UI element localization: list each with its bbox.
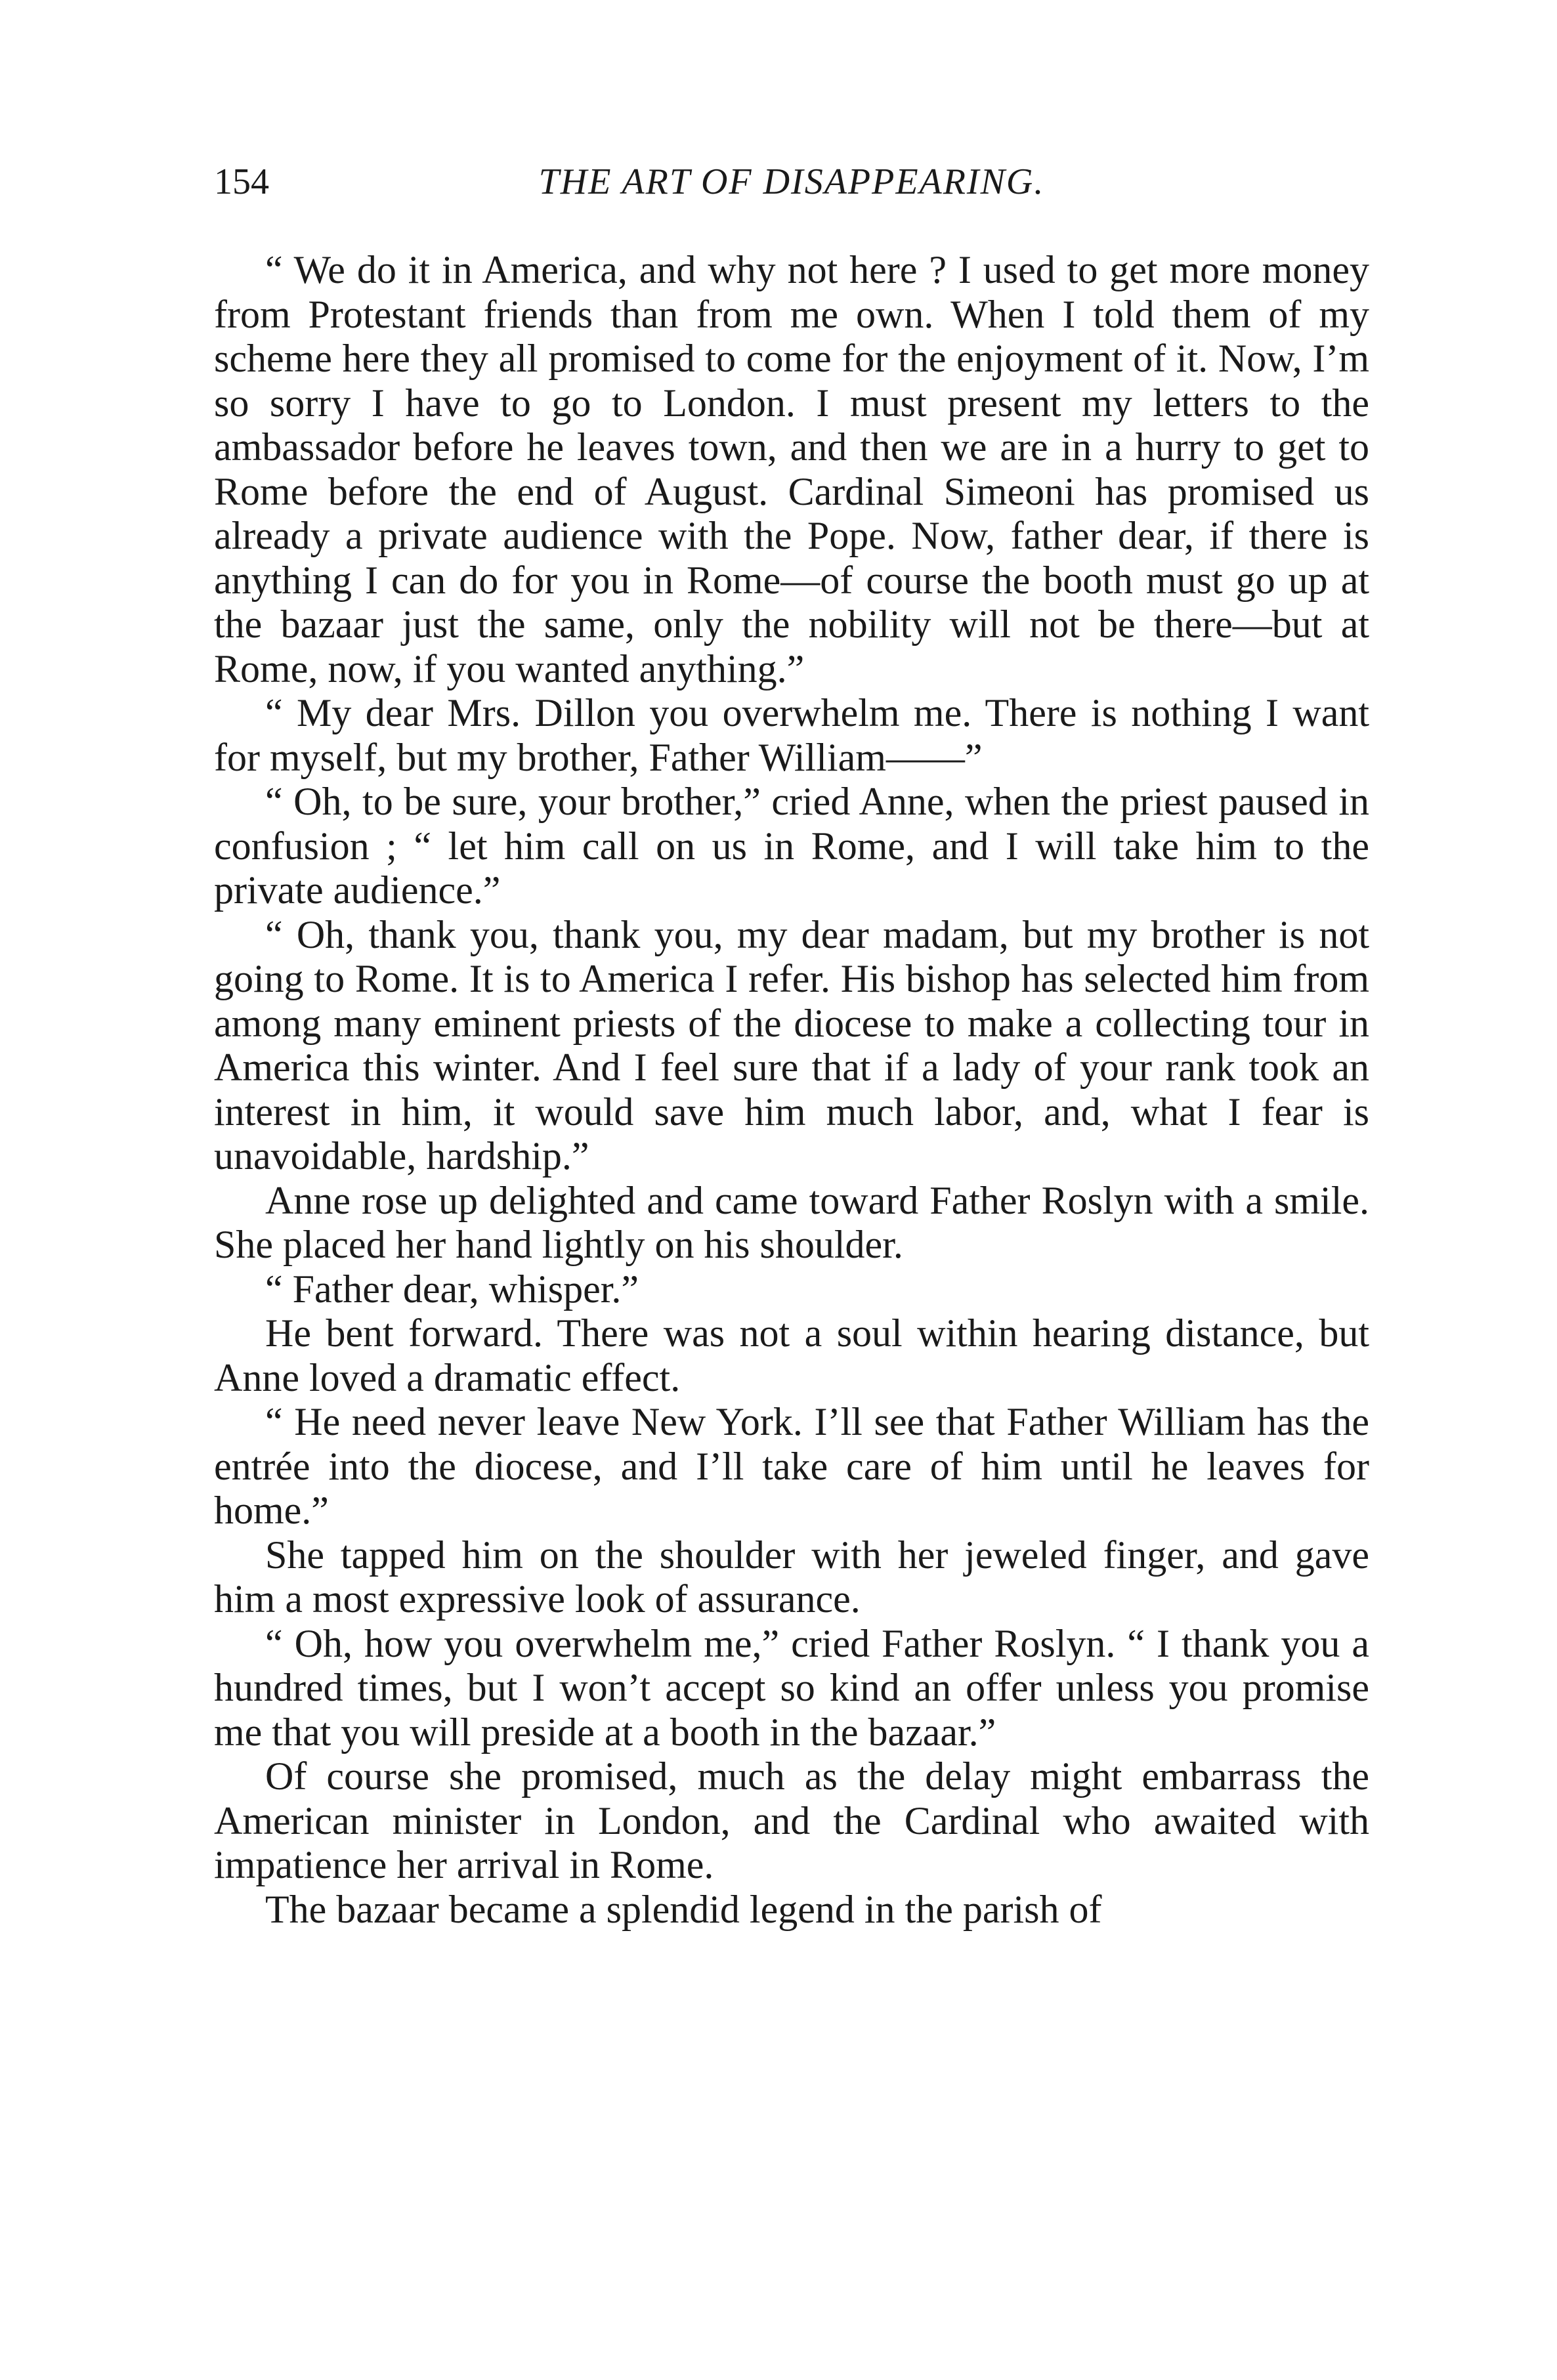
paragraph-5: Anne rose up delighted and came toward Father Roslyn with a smile. She placed her hand lightly on his shoulder. <box>214 1178 1369 1266</box>
page-body <box>214 248 1369 1932</box>
paragraph-4: “ Oh, thank you, thank you, my dear madam, but my brother is not going to Rome. It is to America I refer. His bishop has selected him from among many eminent priests of the diocese to make a collecting tour in America this winter. And I feel sure that if a lady of your rank took an interest in him, it would save him much labor, and, what I fear is unavoidable, hardship.” <box>214 912 1369 1178</box>
paragraph-1: “ We do it in America, and why not here ? I used to get more money from Protestant friends than from me own. When I told them of my scheme here they all promised to come for the enjoyment of it. Now, I’m so sorry I have to go to London. I must present my letters to the ambassador before he leaves town, and then we are in a hurry to get to Rome before the end of August. Cardinal Simeoni has promised us already a private audience with the Pope. Now, father dear, if there is anything I can do for you in Rome—of course the booth must go up at the bazaar just the same, only the nobility will not be there—but at Rome, now, if you wanted anything.” <box>214 248 1369 691</box>
paragraph-11: Of course she promised, much as the delay might embarrass the American minister in London, and the Cardinal who awaited with impatience her arrival in Rome. <box>214 1754 1369 1886</box>
paragraph-2: “ My dear Mrs. Dillon you overwhelm me. There is nothing I want for myself, but my brother, Father William——” <box>214 691 1369 779</box>
paragraph-7: He bent forward. There was not a soul within hearing distance, but Anne loved a dramatic effect. <box>214 1311 1369 1399</box>
page-header <box>214 152 1369 211</box>
running-title: THE ART OF DISAPPEARING. <box>538 161 1045 202</box>
page-number: 154 <box>214 161 269 202</box>
paragraph-10: “ Oh, how you overwhelm me,” cried Father Roslyn. “ I thank you a hundred times, but I won’t accept so kind an offer unless you promise me that you will preside at a booth in the bazaar.” <box>214 1621 1369 1754</box>
paragraph-12: The bazaar became a splendid legend in the parish of <box>265 1887 1102 1931</box>
paragraph-6: “ Father dear, whisper.” <box>265 1267 639 1311</box>
paragraph-8: “ He need never leave New York. I’ll see that Father William has the entrée into the diocese, and I’ll take care of him until he leaves for home.” <box>214 1400 1369 1532</box>
paragraph-3: “ Oh, to be sure, your brother,” cried Anne, when the priest paused in confusion ; “ let him call on us in Rome, and I will take him to the private audience.” <box>214 780 1369 912</box>
paragraph-9: She tapped him on the shoulder with her jeweled finger, and gave him a most expressive look of assurance. <box>214 1533 1369 1621</box>
